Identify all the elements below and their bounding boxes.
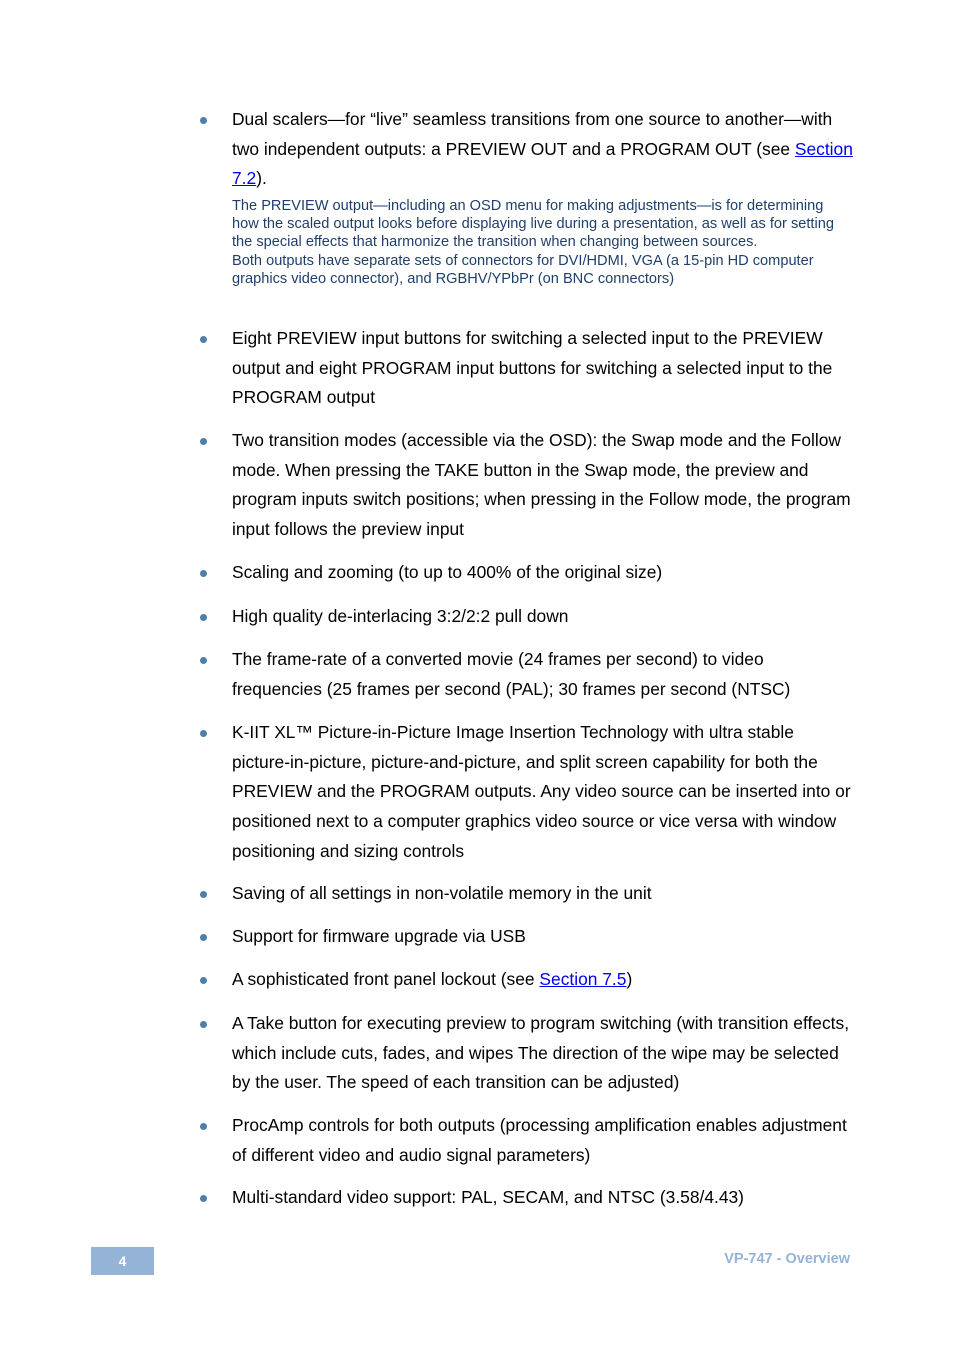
list-item [232, 1111, 854, 1170]
note-paragraph: The PREVIEW output—including an OSD menu for making adjustments—is for determining how the scaled output looks before displaying live during a presentation, as well as for setting the special effects that harmonize the transition when changing between sources. [232, 198, 834, 251]
list-item-text: Scaling and zooming (to up to 400% of the original size) [232, 562, 663, 582]
list-item [232, 324, 854, 413]
bullet-icon [200, 1123, 207, 1130]
note-block [232, 197, 854, 288]
list-item [232, 1183, 854, 1213]
section-link[interactable]: Section 7.2 [232, 138, 853, 189]
list-item-text: Multi-standard video support: PAL, SECAM, and NTSC (3.58/4.43) [232, 1187, 744, 1207]
footer-title: VP-747 - Overview [724, 1251, 850, 1267]
list-item-text: A sophisticated front panel lockout (see [232, 969, 540, 989]
bullet-icon [200, 977, 207, 984]
bullet-icon [200, 570, 207, 577]
bullet-icon [200, 1021, 207, 1028]
list-item [232, 602, 854, 632]
list-item-text: Dual scalers—for “live” seamless transitions from one source to another—with two independent outputs: a PREVIEW OUT and a PROGRAM OUT (see [232, 109, 833, 159]
list-item-text: ProcAmp controls for both outputs (processing amplification enables adjustment of different video and audio signal parameters) [232, 1115, 847, 1165]
list-item-suffix: ). [256, 168, 267, 189]
note-paragraph: Both outputs have separate sets of connectors for DVI/HDMI, VGA (a 15-pin HD computer graphics video connector), and RGBHV/YPbPr (on BNC connectors) [232, 252, 814, 287]
list-item [232, 558, 854, 588]
list-item-suffix: ) [626, 969, 633, 989]
bullet-icon [200, 438, 207, 445]
list-item-text: Two transition modes (accessible via the OSD): the Swap mode and the Follow mode. When pressing the TAKE button in the Swap mode, the preview and program inputs switch positions; when pressing in the Follow mode, the program input follows the preview input [232, 430, 851, 540]
list-item [232, 718, 854, 867]
bullet-icon [200, 891, 207, 898]
list-item [232, 922, 854, 952]
list-item-text: The frame-rate of a converted movie (24 frames per second) to video frequencies (25 frames per second (PAL); 30 frames per second (NTSC) [232, 649, 791, 699]
list-item [232, 965, 854, 995]
list-item [232, 426, 854, 545]
bullet-icon [200, 614, 207, 621]
bullet-icon [200, 117, 207, 124]
bullet-icon [200, 934, 207, 941]
bullet-icon [200, 1195, 207, 1202]
list-item-text: Saving of all settings in non-volatile memory in the unit [232, 883, 652, 903]
list-item-text: High quality de-interlacing 3:2/2:2 pull down [232, 606, 569, 626]
list-item-text: K-IIT XL™ Picture-in-Picture Image Insertion Technology with ultra stable picture-in-picture, picture-and-picture, and split screen capability for both the PREVIEW and the PROGRAM outputs. Any video source can be inserted into or positioned next to a computer graphics video source or vice versa with window positioning and sizing controls [232, 722, 851, 861]
page-number: 4 [91, 1247, 154, 1275]
list-item [232, 105, 854, 194]
section-link[interactable]: Section 7.5 [539, 969, 627, 989]
bullet-icon [200, 336, 207, 343]
bullet-icon [200, 730, 207, 737]
list-item [232, 879, 854, 909]
list-item [232, 645, 854, 704]
bullet-icon [200, 657, 207, 664]
list-item-text: Eight PREVIEW input buttons for switching a selected input to the PREVIEW output and eight PROGRAM input buttons for switching a selected input to the PROGRAM output [232, 328, 833, 408]
list-item-text: A Take button for executing preview to program switching (with transition effects, which include cuts, fades, and wipes The direction of the wipe may be selected by the user. The speed of each transition can be adjusted) [232, 1013, 850, 1093]
list-item-text: Support for firmware upgrade via USB [232, 926, 526, 946]
list-item [232, 1009, 854, 1098]
